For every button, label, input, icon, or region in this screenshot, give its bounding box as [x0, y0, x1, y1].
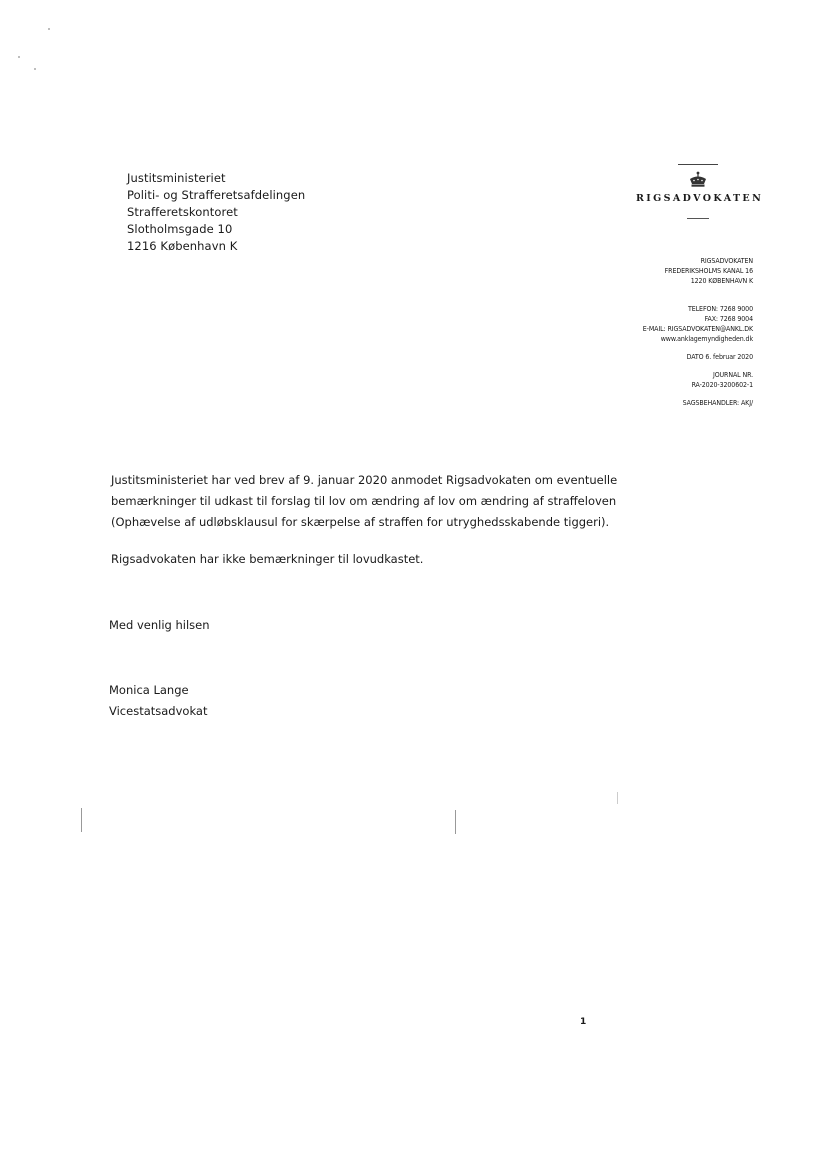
scan-artifact: [455, 810, 456, 834]
recipient-line: Slotholmsgade 10: [127, 222, 233, 236]
body-paragraph-2: Rigsadvokaten har ikke bemærkninger til lovudkastet.: [111, 552, 424, 566]
crown-icon: [688, 171, 708, 189]
scan-artifact: [48, 28, 50, 30]
sender-email: E-MAIL: RIGSADVOKATEN@ANKL.DK: [642, 325, 753, 333]
signature-title: Vicestatsadvokat: [109, 704, 208, 718]
logo-bottom-rule: [687, 218, 709, 219]
signature-name: Monica Lange: [109, 683, 189, 697]
recipient-line: Justitsministeriet: [127, 171, 226, 185]
scan-artifact: [34, 68, 36, 70]
closing-salutation: Med venlig hilsen: [109, 618, 210, 632]
logo-text: RIGSADVOKATEN: [636, 193, 764, 204]
body-line: Justitsministeriet har ved brev af 9. januar 2020 anmodet Rigsadvokaten om eventuelle: [111, 473, 618, 487]
sender-name: RIGSADVOKATEN: [700, 257, 753, 265]
scan-artifact: [617, 792, 618, 804]
letter-body: [111, 470, 618, 570]
scan-artifact: [18, 56, 20, 58]
body-paragraph-1: [111, 470, 618, 533]
page-number: 1: [580, 1017, 587, 1027]
signature-block: [109, 680, 207, 722]
body-line: (Ophævelse af udløbsklausul for skærpelse af straffen for utryghedsskabende tiggeri).: [111, 515, 610, 529]
scan-artifact: [81, 808, 82, 832]
sender-address: FREDERIKSHOLMS KANAL 16: [664, 267, 753, 275]
rigsadvokaten-logo: [636, 160, 764, 219]
sender-postal: 1220 KØBENHAVN K: [690, 277, 753, 285]
recipient-line: Politi- og Strafferetsafdelingen: [127, 188, 306, 202]
sender-phone: TELEFON: 7268 9000: [688, 305, 753, 313]
sender-fax: FAX: 7268 9004: [704, 315, 753, 323]
case-handler: SAGSBEHANDLER: AKJ/: [682, 399, 753, 407]
sender-info: [643, 256, 753, 408]
sender-web: www.anklagemyndigheden.dk: [660, 335, 753, 343]
body-line: bemærkninger til udkast til forslag til lov om ændring af lov om ændring af straffeloven: [111, 494, 617, 508]
recipient-address: [127, 170, 305, 255]
letter-date: DATO 6. februar 2020: [686, 353, 753, 361]
recipient-line: Strafferetskontoret: [127, 205, 238, 219]
journal-label: JOURNAL NR.: [712, 371, 753, 379]
journal-number: RA-2020-3200602-1: [691, 381, 753, 389]
logo-top-rule: [678, 164, 718, 165]
recipient-line: 1216 København K: [127, 239, 238, 253]
